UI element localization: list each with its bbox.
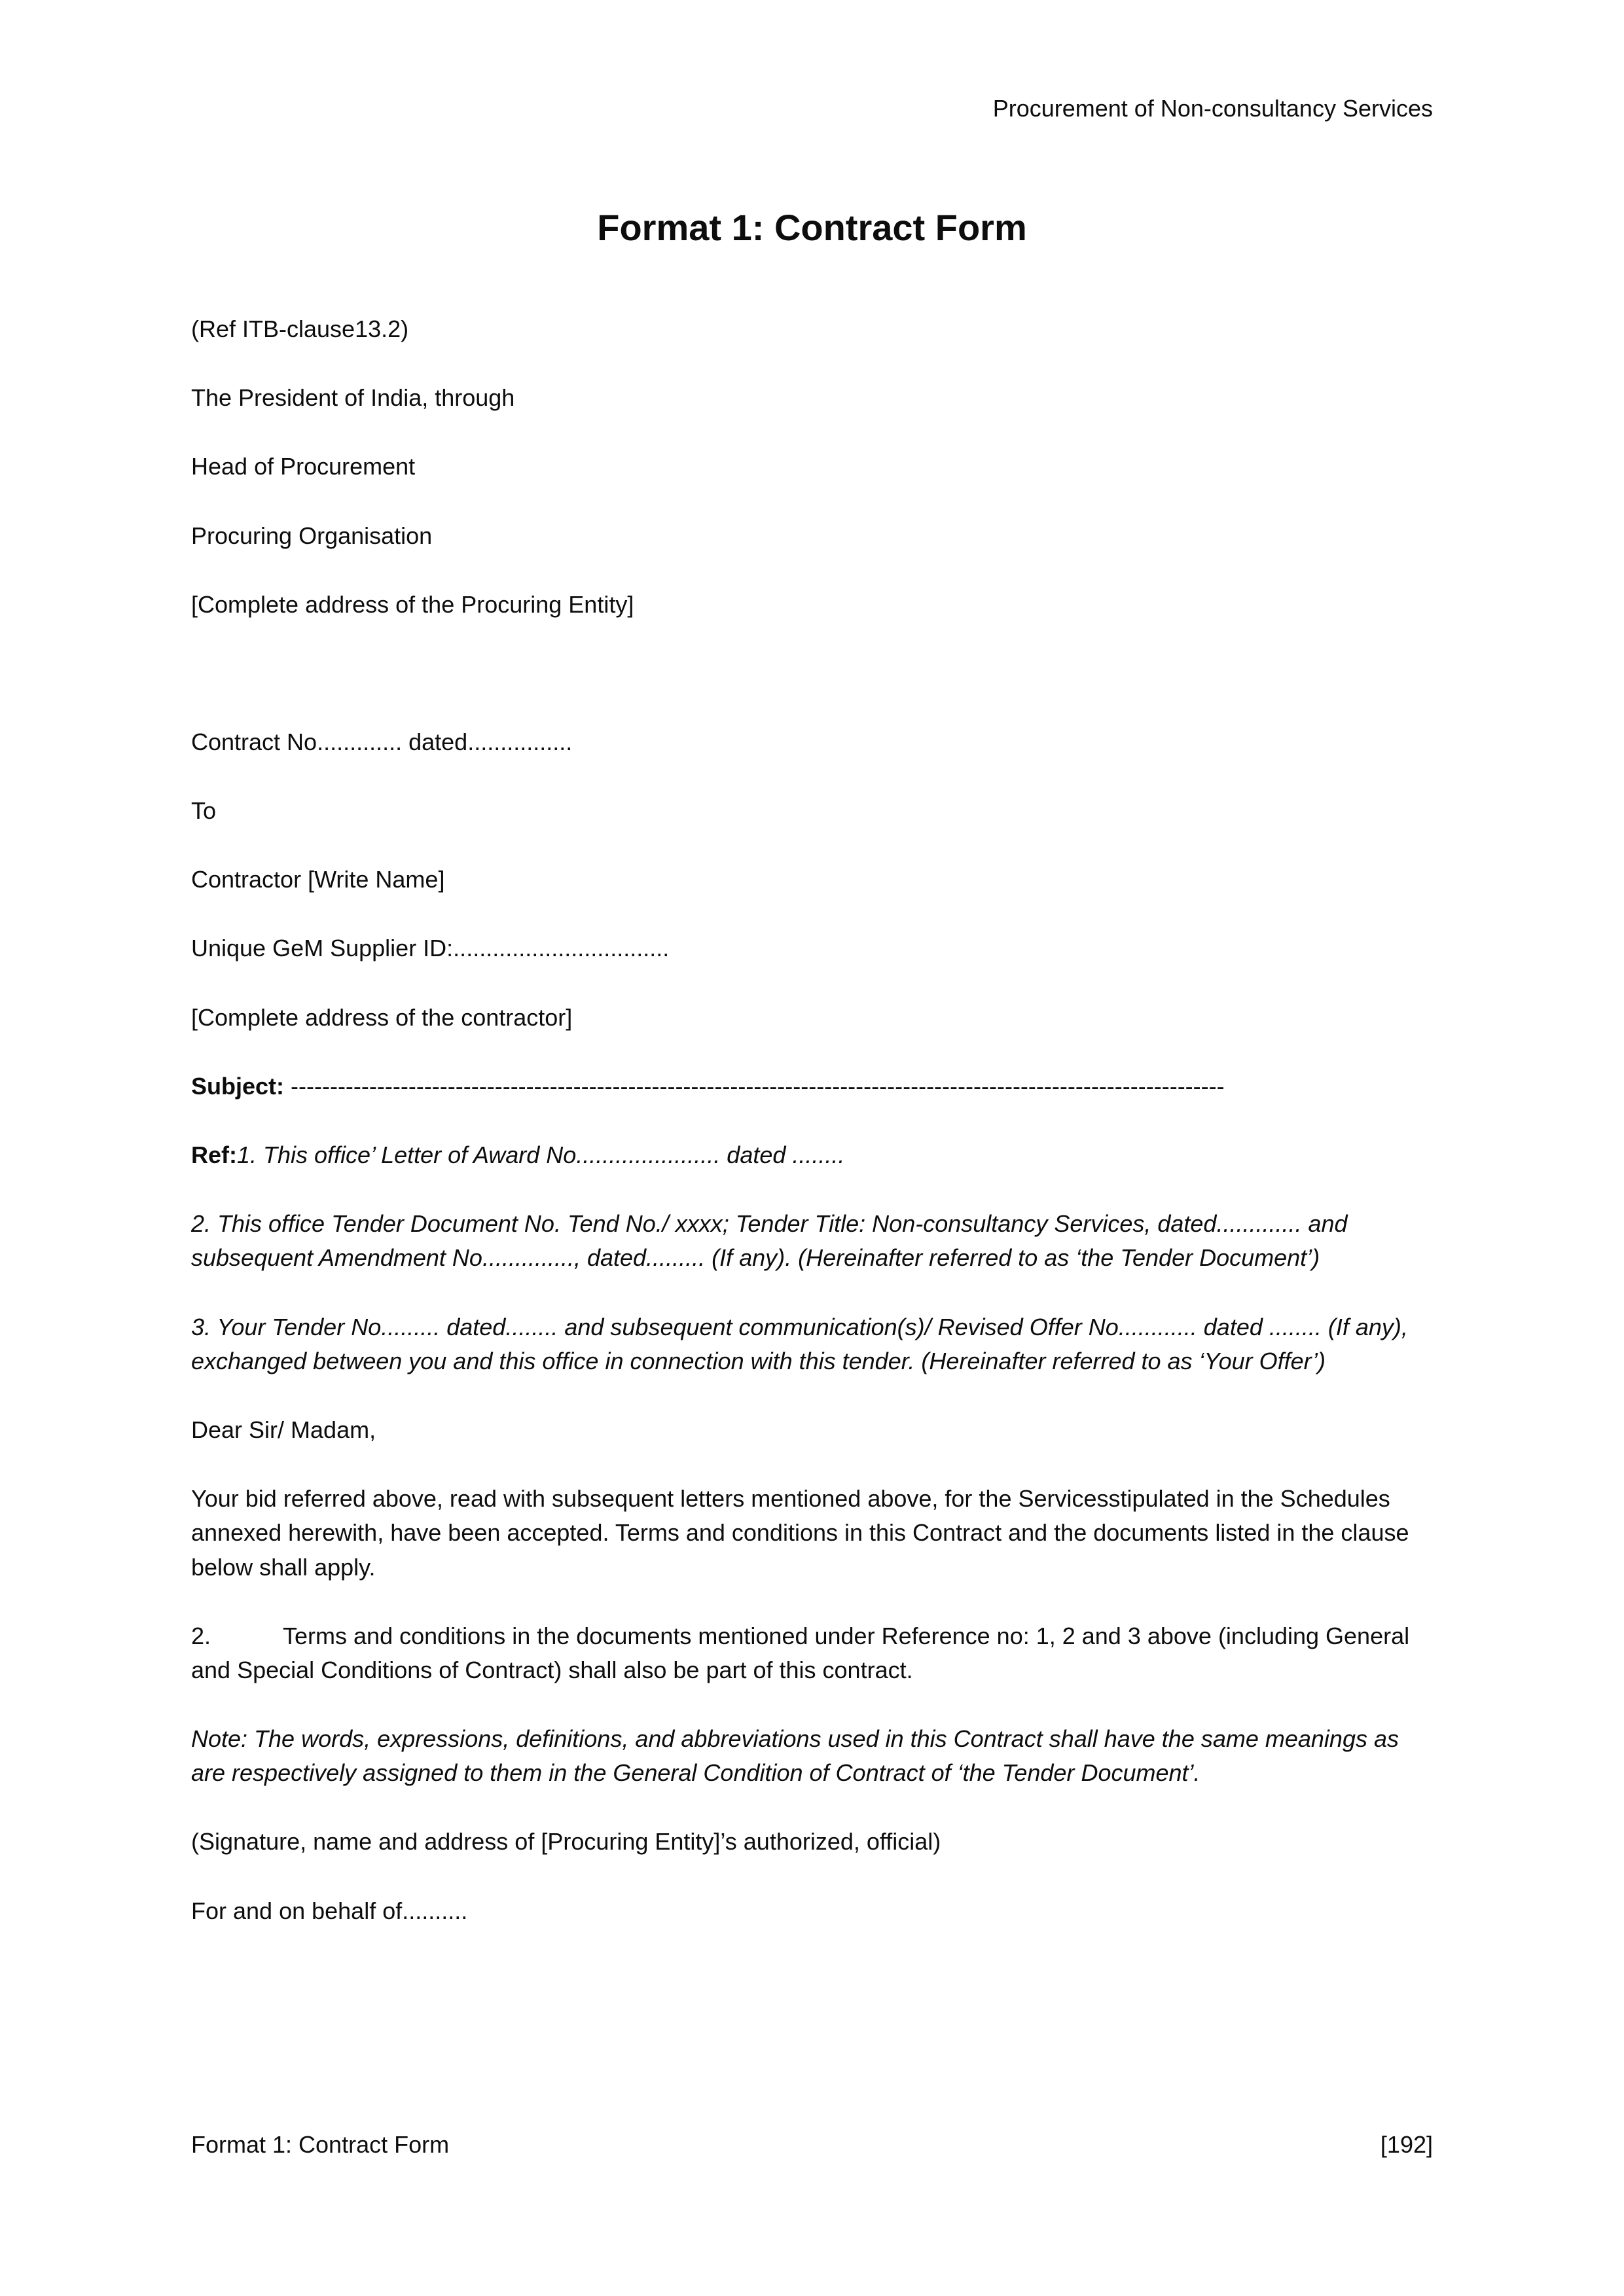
ref-item-1: 1. This office’ Letter of Award No...................... dated ........ bbox=[237, 1141, 845, 1169]
clause-text: Terms and conditions in the documents mentioned under Reference no: 1, 2 and 3 above (including General and Special Conditions of Contract) shall also be part of this contract. bbox=[191, 1622, 1410, 1683]
gem-supplier-id-line: Unique GeM Supplier ID:................................. bbox=[191, 935, 670, 962]
note-paragraph: Note: The words, expressions, definitions, and abbreviations used in this Contract shall have the same meanings as are respectively assigned to them in the General Condition of Contract of ‘the Tender Document’. bbox=[191, 1725, 1399, 1787]
head-of-procurement-line: Head of Procurement bbox=[191, 453, 416, 480]
footer-title: Format 1: Contract Form bbox=[191, 2130, 450, 2158]
signature-line: (Signature, name and address of [Procuring Entity]’s authorized, official) bbox=[191, 1828, 941, 1856]
footer-page-number: [192] bbox=[1380, 2130, 1433, 2158]
to-line: To bbox=[191, 797, 217, 825]
page-footer bbox=[191, 2128, 1433, 2162]
president-line: The President of India, through bbox=[191, 384, 515, 412]
header-text: Procurement of Non-consultancy Services bbox=[992, 95, 1433, 122]
salutation-line: Dear Sir/ Madam, bbox=[191, 1416, 376, 1443]
reference-line-1 bbox=[191, 1138, 1433, 1172]
body-paragraph-1: Your bid referred above, read with subsequent letters mentioned above, for the Servicesstipulated in the Schedules annexed herewith, have been accepted. Terms and conditions in this Contract and the documents listed in the clause below shall apply. bbox=[191, 1485, 1409, 1581]
document-title: Format 1: Contract Form bbox=[597, 207, 1027, 249]
on-behalf-line: For and on behalf of.......... bbox=[191, 1897, 468, 1924]
subject-line bbox=[191, 1069, 1433, 1103]
page-header bbox=[191, 92, 1433, 126]
body-paragraph-2 bbox=[191, 1619, 1433, 1687]
contractor-address-line: [Complete address of the contractor] bbox=[191, 1003, 573, 1031]
ref-label: Ref: bbox=[191, 1141, 237, 1169]
clause-number: 2. bbox=[191, 1622, 211, 1649]
reference-line-2: 2. This office Tender Document No. Tend No./ xxxx; Tender Title: Non-consultancy Services, dated............. and subsequent Amendment No.............., dated......... (If any). (Hereinafter referred to as ‘the Tender Document’) bbox=[191, 1210, 1348, 1272]
subject-dashes: ----------------------------------------------------------------------------------------------------------------------- bbox=[284, 1072, 1225, 1100]
subject-label: Subject: bbox=[191, 1072, 285, 1100]
ref-clause-line: (Ref ITB-clause13.2) bbox=[191, 315, 409, 342]
reference-line-3: 3. Your Tender No......... dated........ and subsequent communication(s)/ Revised Offer No............ dated ........ (If any), exchanged between you and this office in connection with this tender. (Hereinafter referred to as ‘Your Offer’) bbox=[191, 1313, 1408, 1374]
blank-line bbox=[191, 656, 1433, 725]
contractor-name-line: Contractor [Write Name] bbox=[191, 866, 445, 893]
contract-no-line: Contract No............. dated................ bbox=[191, 728, 573, 755]
procuring-entity-address-line: [Complete address of the Procuring Entity] bbox=[191, 590, 634, 618]
procuring-organisation-line: Procuring Organisation bbox=[191, 522, 433, 549]
